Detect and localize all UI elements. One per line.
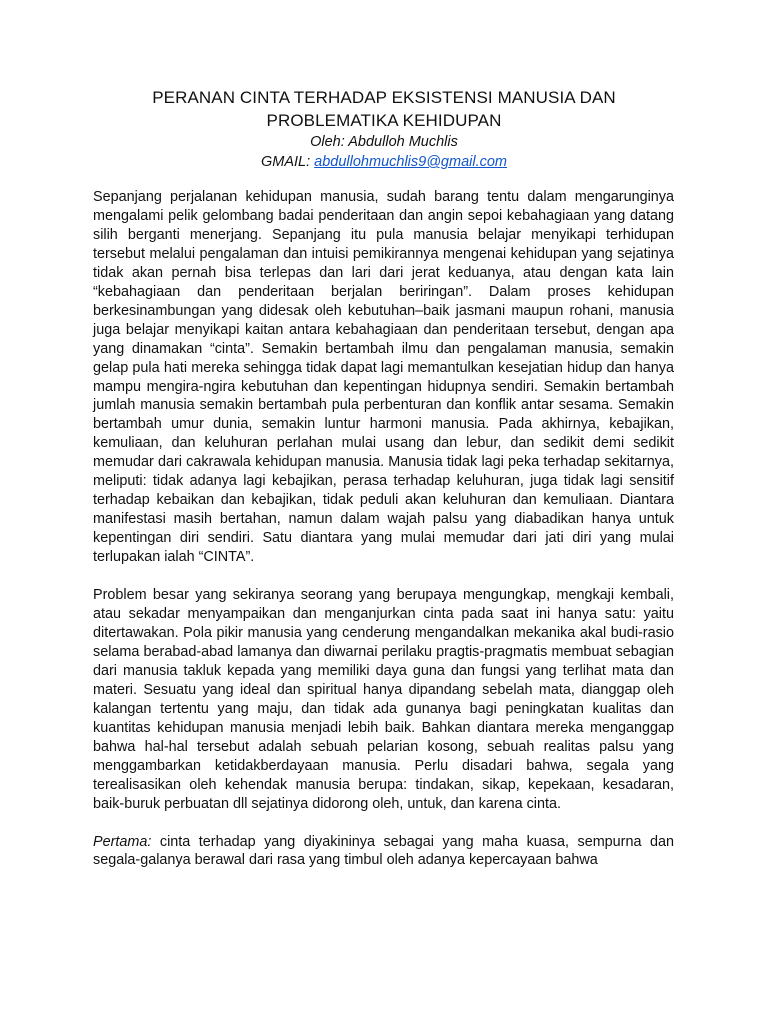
paragraph-2: Problem besar yang sekiranya seorang yang berupaya mengungkap, mengkaji kembali, atau sekadar menyampaikan dan menganjurkan cinta pada saat ini hanya satu: yaitu ditertawakan. Pola pikir manusia yang cenderung mengandalkan mekanika akal budi-rasio selama berabad-abad lamanya dan diwarnai perilaku pragtis-pragmatis membuat sebagian dari manusia takluk kepada yang memiliki daya guna dan fungsi yang terlihat mata dan materi. Sesuatu yang ideal dan spiritual hanya dipandang sebelah mata, dianggap oleh kalangan tertentu yang maju, dan tidak ada gunanya bagi peningkatan kualitas dan kuantitas kehidupan manusia menjadi lebih baik. Bahkan diantara mereka menganggap bahwa hal-hal tersebut adalah sebuah pelarian kosong, sebuah realitas palsu yang menggambarkan ketidakberdayaan manusia. Perlu disadari bahwa, segala yang terealisasikan oleh kehendak manusia berupa: tindakan, sikap, kepekaan, kesadaran, baik-buruk perbuatan dll sejatinya didorong oleh, untuk, dan karena cinta. xyxy=(93,587,674,812)
paragraph-3 xyxy=(93,833,674,871)
body-text xyxy=(93,188,674,889)
author-line: Oleh: Abdulloh Muchlis xyxy=(310,134,458,150)
page-title-line-1: PERANAN CINTA TERHADAP EKSISTENSI MANUSIA DAN xyxy=(152,88,616,107)
page-title-line-2: PROBLEMATIKA KEHIDUPAN xyxy=(266,111,502,130)
paragraph-1: Sepanjang perjalanan kehidupan manusia, sudah barang tentu dalam mengarunginya mengalami pelik gelombang badai penderitaan dan angin sepoi kebahagiaan yang datang silih berganti menerjang. Sepanjang itu pula manusia belajar menyikapi terhidupan tersebut melalui pengalaman dan intuisi pemikirannya mengenai kehidupan yang sejatinya tidak akan pernah bisa terlepas dan lari dari jerat keduanya, atau dengan kata lain “kebahagiaan dan penderitaan berjalan beriringan”. Dalam proses kehidupan berkesinambungan yang didesak oleh kebutuhan–baik jasmani maupun rohani, manusia juga belajar menyikapi kaitan antara kebahagiaan dan penderitaan tersebut, dengan apa yang dinamakan “cinta”. Semakin bertambah ilmu dan pengalaman manusia, semakin gelap pula hati mereka sehingga tidak dapat lagi memantulkan kesejatian hidup dan hanya mampu mengira-ngira kebutuhan dan kepentingan hidupnya sendiri. Semakin bertambah jumlah manusia semakin bertambah pula perbenturan dan konflik antar sesama. Semakin bertambah umur dunia, semakin luntur harmoni manusia. Pada akhirnya, kebajikan, kemuliaan, dan keluhuran perlahan mulai usang dan lebur, dan sedikit demi sedikit memudar dari cakrawala kehidupan manusia. Manusia tidak lagi peka terhadap sekitarnya, meliputi: tidak adanya lagi kebajikan, perasa terhadap keluhuran, juga tidak lagi sensitif terhadap kebaikan dan kebajikan, tidak peduli akan keluhuran dan kemuliaan. Diantara manifestasi masih bertahan, namun dalam wajah palsu yang diabadikan hanya untuk kepentingan diri sendiri. Satu diantara yang mulai memudar dari jati diri yang mulai terlupakan ialah “CINTA”. xyxy=(93,189,674,566)
paragraph-3-lead: Pertama: xyxy=(93,833,152,850)
paragraph-3-text: cinta terhadap yang diyakininya sebagai yang maha kuasa, sempurna dan segala-galanya berawal dari rasa yang timbul oleh adanya kepercayaan bahwa xyxy=(93,833,674,869)
gmail-line xyxy=(60,152,708,172)
title-block xyxy=(60,86,708,172)
email-link[interactable]: abdullohmuchlis9@gmail.com xyxy=(314,154,508,170)
gmail-label: GMAIL: xyxy=(260,154,311,170)
